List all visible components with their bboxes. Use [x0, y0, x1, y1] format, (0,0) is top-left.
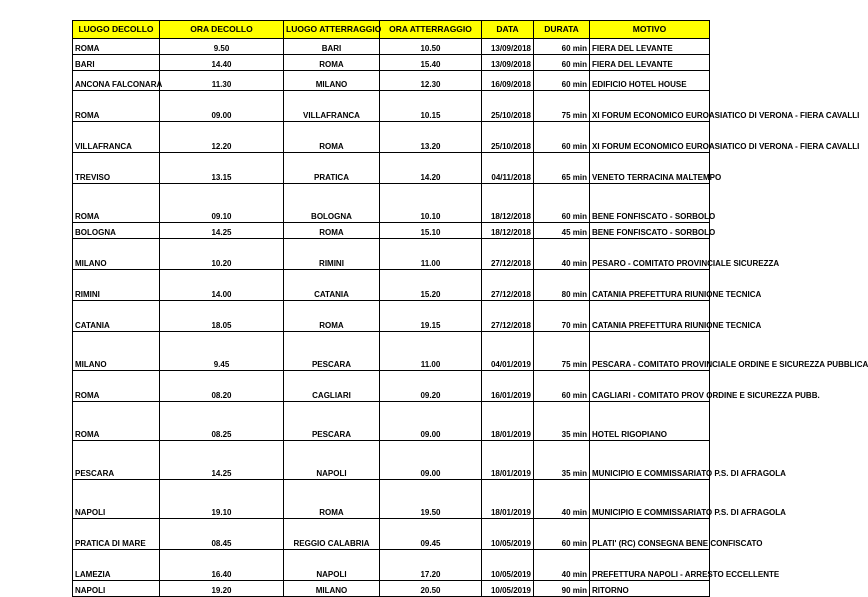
cell-ora-atterraggio: 20.50	[380, 581, 482, 597]
cell-luogo-atterraggio: MILANO	[284, 581, 380, 597]
cell-durata: 75 min	[534, 91, 590, 122]
cell-ora-decollo: 12.20	[160, 122, 284, 153]
cell-luogo-atterraggio: BARI	[284, 39, 380, 55]
cell-ora-atterraggio: 15.10	[380, 223, 482, 239]
cell-luogo-atterraggio: VILLAFRANCA	[284, 91, 380, 122]
table-row	[73, 153, 710, 184]
cell-ora-decollo: 11.30	[160, 71, 284, 91]
table-row	[73, 480, 710, 519]
cell-data: 18/01/2019	[482, 441, 534, 480]
cell-motivo: PESARO - COMITATO PROVINCIALE SICUREZZA	[590, 239, 710, 270]
cell-durata: 75 min	[534, 332, 590, 371]
cell-luogo-decollo: BOLOGNA	[73, 223, 160, 239]
table-row	[73, 402, 710, 441]
cell-motivo: MUNICIPIO E COMMISSARIATO P.S. DI AFRAGOLA	[590, 480, 710, 519]
cell-durata: 60 min	[534, 122, 590, 153]
cell-luogo-decollo: TREVISO	[73, 153, 160, 184]
header-motivo: MOTIVO	[590, 21, 710, 39]
cell-durata: 80 min	[534, 270, 590, 301]
cell-luogo-decollo: MILANO	[73, 332, 160, 371]
cell-ora-decollo: 08.45	[160, 519, 284, 550]
cell-data: 16/01/2019	[482, 371, 534, 402]
cell-luogo-decollo: LAMEZIA	[73, 550, 160, 581]
table-row	[73, 332, 710, 371]
cell-motivo: MUNICIPIO E COMMISSARIATO P.S. DI AFRAGOLA	[590, 441, 710, 480]
cell-data: 13/09/2018	[482, 55, 534, 71]
cell-ora-decollo: 16.40	[160, 550, 284, 581]
cell-ora-decollo: 9.50	[160, 39, 284, 55]
header-ora-atterraggio: ORA ATTERRAGGIO	[380, 21, 482, 39]
cell-luogo-atterraggio: CATANIA	[284, 270, 380, 301]
cell-ora-decollo: 08.20	[160, 371, 284, 402]
cell-ora-atterraggio: 11.00	[380, 239, 482, 270]
cell-ora-decollo: 09.00	[160, 91, 284, 122]
cell-durata: 60 min	[534, 184, 590, 223]
cell-ora-atterraggio: 19.50	[380, 480, 482, 519]
cell-ora-atterraggio: 13.20	[380, 122, 482, 153]
cell-durata: 65 min	[534, 153, 590, 184]
table-row	[73, 301, 710, 332]
cell-luogo-atterraggio: RIMINI	[284, 239, 380, 270]
cell-motivo: CATANIA PREFETTURA RIUNIONE TECNICA	[590, 270, 710, 301]
cell-data: 27/12/2018	[482, 239, 534, 270]
cell-ora-atterraggio: 09.00	[380, 402, 482, 441]
table-row	[73, 581, 710, 597]
cell-luogo-decollo: ROMA	[73, 402, 160, 441]
cell-ora-atterraggio: 19.15	[380, 301, 482, 332]
cell-luogo-decollo: CATANIA	[73, 301, 160, 332]
cell-luogo-atterraggio: ROMA	[284, 122, 380, 153]
cell-luogo-atterraggio: MILANO	[284, 71, 380, 91]
cell-motivo: FIERA DEL LEVANTE	[590, 39, 710, 55]
cell-ora-atterraggio: 14.20	[380, 153, 482, 184]
cell-durata: 90 min	[534, 581, 590, 597]
table-row	[73, 371, 710, 402]
cell-motivo: EDIFICIO HOTEL HOUSE	[590, 71, 710, 91]
cell-durata: 60 min	[534, 39, 590, 55]
cell-durata: 40 min	[534, 239, 590, 270]
header-ora-decollo: ORA DECOLLO	[160, 21, 284, 39]
cell-luogo-atterraggio: ROMA	[284, 480, 380, 519]
cell-durata: 35 min	[534, 441, 590, 480]
cell-ora-decollo: 9.45	[160, 332, 284, 371]
cell-luogo-decollo: BARI	[73, 55, 160, 71]
table-row	[73, 55, 710, 71]
cell-luogo-decollo: ROMA	[73, 371, 160, 402]
cell-luogo-atterraggio: BOLOGNA	[284, 184, 380, 223]
cell-ora-atterraggio: 10.50	[380, 39, 482, 55]
cell-data: 27/12/2018	[482, 301, 534, 332]
cell-durata: 60 min	[534, 371, 590, 402]
cell-data: 25/10/2018	[482, 91, 534, 122]
cell-motivo: HOTEL RIGOPIANO	[590, 402, 710, 441]
cell-ora-decollo: 08.25	[160, 402, 284, 441]
cell-ora-atterraggio: 10.10	[380, 184, 482, 223]
cell-luogo-decollo: RIMINI	[73, 270, 160, 301]
cell-luogo-decollo: ROMA	[73, 39, 160, 55]
cell-data: 16/09/2018	[482, 71, 534, 91]
table-row	[73, 122, 710, 153]
cell-motivo: FIERA DEL LEVANTE	[590, 55, 710, 71]
cell-ora-decollo: 19.10	[160, 480, 284, 519]
cell-ora-atterraggio: 10.15	[380, 91, 482, 122]
header-luogo-atterraggio: LUOGO ATTERRAGGIO	[284, 21, 380, 39]
cell-motivo: PESCARA - COMITATO PROVINCIALE ORDINE E SICUREZZA PUBBLICA	[590, 332, 710, 371]
cell-data: 27/12/2018	[482, 270, 534, 301]
table-body	[73, 39, 868, 597]
cell-luogo-atterraggio: ROMA	[284, 223, 380, 239]
cell-ora-atterraggio: 09.20	[380, 371, 482, 402]
cell-data: 13/09/2018	[482, 39, 534, 55]
cell-luogo-decollo: ROMA	[73, 184, 160, 223]
header-luogo-decollo: LUOGO DECOLLO	[73, 21, 160, 39]
cell-luogo-atterraggio: PESCARA	[284, 332, 380, 371]
table-row	[73, 550, 710, 581]
cell-motivo: VENETO TERRACINA MALTEMPO	[590, 153, 710, 184]
cell-motivo: BENE FONFISCATO - SORBOLO	[590, 223, 710, 239]
cell-ora-decollo: 10.20	[160, 239, 284, 270]
cell-data: 18/01/2019	[482, 480, 534, 519]
cell-motivo: XI FORUM ECONOMICO EUROASIATICO DI VERONA - FIERA CAVALLI	[590, 91, 710, 122]
header-data: DATA	[482, 21, 534, 39]
cell-luogo-atterraggio: REGGIO CALABRIA	[284, 519, 380, 550]
cell-durata: 40 min	[534, 550, 590, 581]
cell-ora-atterraggio: 09.45	[380, 519, 482, 550]
table-row	[73, 91, 710, 122]
cell-ora-atterraggio: 12.30	[380, 71, 482, 91]
cell-data: 10/05/2019	[482, 581, 534, 597]
cell-ora-decollo: 14.40	[160, 55, 284, 71]
cell-luogo-atterraggio: PESCARA	[284, 402, 380, 441]
cell-luogo-atterraggio: CAGLIARI	[284, 371, 380, 402]
cell-durata: 60 min	[534, 71, 590, 91]
table-row	[73, 239, 710, 270]
header-row	[73, 21, 710, 39]
cell-luogo-decollo: NAPOLI	[73, 581, 160, 597]
cell-ora-decollo: 14.00	[160, 270, 284, 301]
cell-ora-atterraggio: 09.00	[380, 441, 482, 480]
cell-luogo-decollo: NAPOLI	[73, 480, 160, 519]
cell-luogo-atterraggio: ROMA	[284, 301, 380, 332]
cell-motivo: XI FORUM ECONOMICO EUROASIATICO DI VERONA - FIERA CAVALLI	[590, 122, 710, 153]
cell-durata: 35 min	[534, 402, 590, 441]
flights-table	[72, 20, 868, 597]
cell-motivo: RITORNO	[590, 581, 710, 597]
table-row	[73, 184, 710, 223]
cell-ora-atterraggio: 17.20	[380, 550, 482, 581]
table-row	[73, 270, 710, 301]
table-row	[73, 39, 710, 55]
cell-luogo-atterraggio: NAPOLI	[284, 550, 380, 581]
cell-luogo-decollo: ANCONA FALCONARA	[73, 71, 160, 91]
cell-data: 10/05/2019	[482, 519, 534, 550]
cell-ora-atterraggio: 11.00	[380, 332, 482, 371]
cell-ora-decollo: 14.25	[160, 223, 284, 239]
cell-data: 04/01/2019	[482, 332, 534, 371]
table-row	[73, 223, 710, 239]
cell-ora-atterraggio: 15.20	[380, 270, 482, 301]
cell-luogo-decollo: ROMA	[73, 91, 160, 122]
cell-motivo: CATANIA PREFETTURA RIUNIONE TECNICA	[590, 301, 710, 332]
cell-motivo: CAGLIARI - COMITATO PROV ORDINE E SICUREZZA PUBB.	[590, 371, 710, 402]
cell-luogo-atterraggio: ROMA	[284, 55, 380, 71]
cell-durata: 45 min	[534, 223, 590, 239]
cell-data: 25/10/2018	[482, 122, 534, 153]
cell-ora-atterraggio: 15.40	[380, 55, 482, 71]
table-row	[73, 441, 710, 480]
cell-ora-decollo: 13.15	[160, 153, 284, 184]
cell-motivo: PREFETTURA NAPOLI - ARRESTO ECCELLENTE	[590, 550, 710, 581]
cell-durata: 60 min	[534, 519, 590, 550]
cell-luogo-atterraggio: NAPOLI	[284, 441, 380, 480]
cell-luogo-atterraggio: PRATICA	[284, 153, 380, 184]
cell-ora-decollo: 18.05	[160, 301, 284, 332]
table-row	[73, 519, 710, 550]
cell-luogo-decollo: VILLAFRANCA	[73, 122, 160, 153]
cell-data: 18/12/2018	[482, 223, 534, 239]
cell-durata: 60 min	[534, 55, 590, 71]
cell-luogo-decollo: MILANO	[73, 239, 160, 270]
header-durata: DURATA	[534, 21, 590, 39]
cell-data: 10/05/2019	[482, 550, 534, 581]
cell-motivo: PLATI' (RC) CONSEGNA BENE CONFISCATO	[590, 519, 710, 550]
cell-data: 18/12/2018	[482, 184, 534, 223]
cell-luogo-decollo: PESCARA	[73, 441, 160, 480]
cell-luogo-decollo: PRATICA DI MARE	[73, 519, 160, 550]
table-row	[73, 71, 710, 91]
cell-durata: 70 min	[534, 301, 590, 332]
cell-ora-decollo: 19.20	[160, 581, 284, 597]
cell-data: 04/11/2018	[482, 153, 534, 184]
cell-ora-decollo: 09.10	[160, 184, 284, 223]
cell-motivo: BENE FONFISCATO - SORBOLO	[590, 184, 710, 223]
cell-data: 18/01/2019	[482, 402, 534, 441]
cell-ora-decollo: 14.25	[160, 441, 284, 480]
cell-durata: 40 min	[534, 480, 590, 519]
